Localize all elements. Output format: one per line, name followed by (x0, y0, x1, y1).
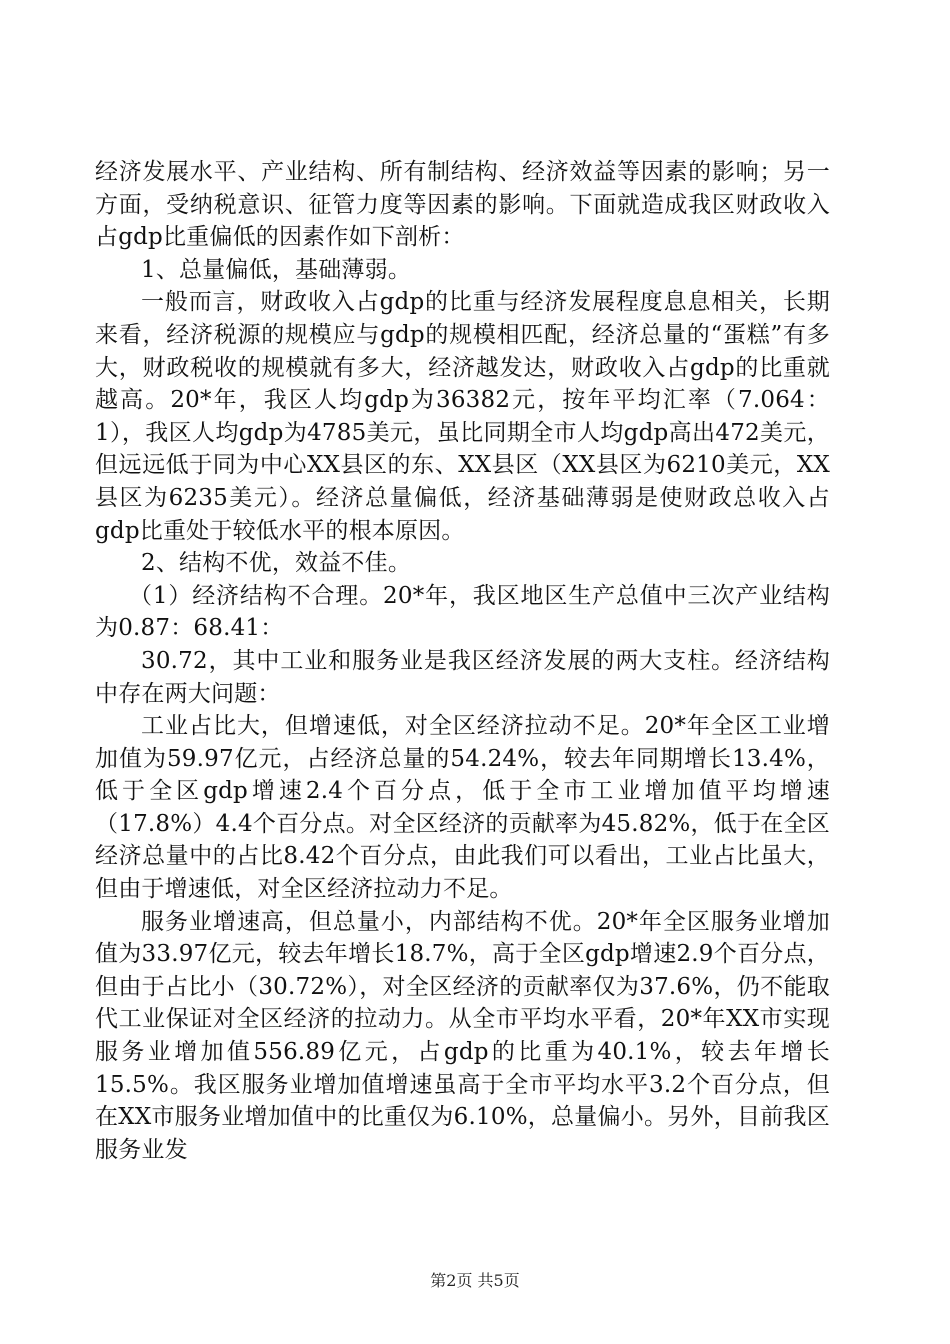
document-body (95, 156, 830, 1166)
paragraph: 工业占比大，但增速低，对全区经济拉动不足。20*年全区工业增加值为59.97亿元，占经济总量的54.24%，较去年同期增长13.4%，低于全区gdp增速2.4个百分点，低于全市工业增加值平均增速（17.8%）4.4个百分点。对全区经济的贡献率为45.82%，低于在全区经济总量中的占比8.42个百分点，由此我们可以看出，工业占比虽大，但由于增速低，对全区经济拉动力不足。 (95, 713, 830, 903)
page-footer (0, 1268, 950, 1291)
paragraph: 服务业增速高，但总量小，内部结构不优。20*年全区服务业增加值为33.97亿元，较去年增长18.7%，高于全区gdp增速2.9个百分点，但由于占比小（30.72%），对全区经济的贡献率仅为37.6%，仍不能取代工业保证对全区经济的拉动力。从全市平均水平看，20*年XX市实现服务业增加值556.89亿元，占gdp的比重为40.1%，较去年增长15.5%。我区服务业增加值增速虽高于全市平均水平3.2个百分点，但在XX市服务业增加值中的比重仅为6.10%，总量偏小。另外，目前我区服务业发 (95, 908, 830, 1163)
page-number: 第2页 共5页 (430, 1271, 520, 1290)
section-heading-2: 2、结构不优，效益不佳。 (141, 550, 412, 577)
paragraph: 30.72，其中工业和服务业是我区经济发展的两大支柱。经济结构中存在两大问题： (95, 647, 830, 707)
paragraph: 一般而言，财政收入占gdp的比重与经济发展程度息息相关，长期来看，经济税源的规模应与gdp的规模相匹配，经济总量的“蛋糕”有多大，财政税收的规模就有多大，经济越发达，财政收入占gdp的比重就越高。20*年，我区人均gdp为36382元，按年平均汇率（7.064：1），我区人均gdp为4785美元，虽比同期全市人均gdp高出472美元，但远远低于同为中心XX县区的东、XX县区（XX县区为6210美元，XX县区为6235美元）。经济总量偏低，经济基础薄弱是使财政总收入占gdp比重处于较低水平的根本原因。 (95, 289, 830, 544)
subsection-heading: （1）经济结构不合理。20*年，我区地区生产总值中三次产业结构为0.87：68.41： (95, 582, 830, 642)
paragraph-continuation: 经济发展水平、产业结构、所有制结构、经济效益等因素的影响；另一方面，受纳税意识、征管力度等因素的影响。下面就造成我区财政收入占gdp比重偏低的因素作如下剖析： (95, 159, 830, 251)
section-heading-1: 1、总量偏低，基础薄弱。 (141, 256, 412, 283)
